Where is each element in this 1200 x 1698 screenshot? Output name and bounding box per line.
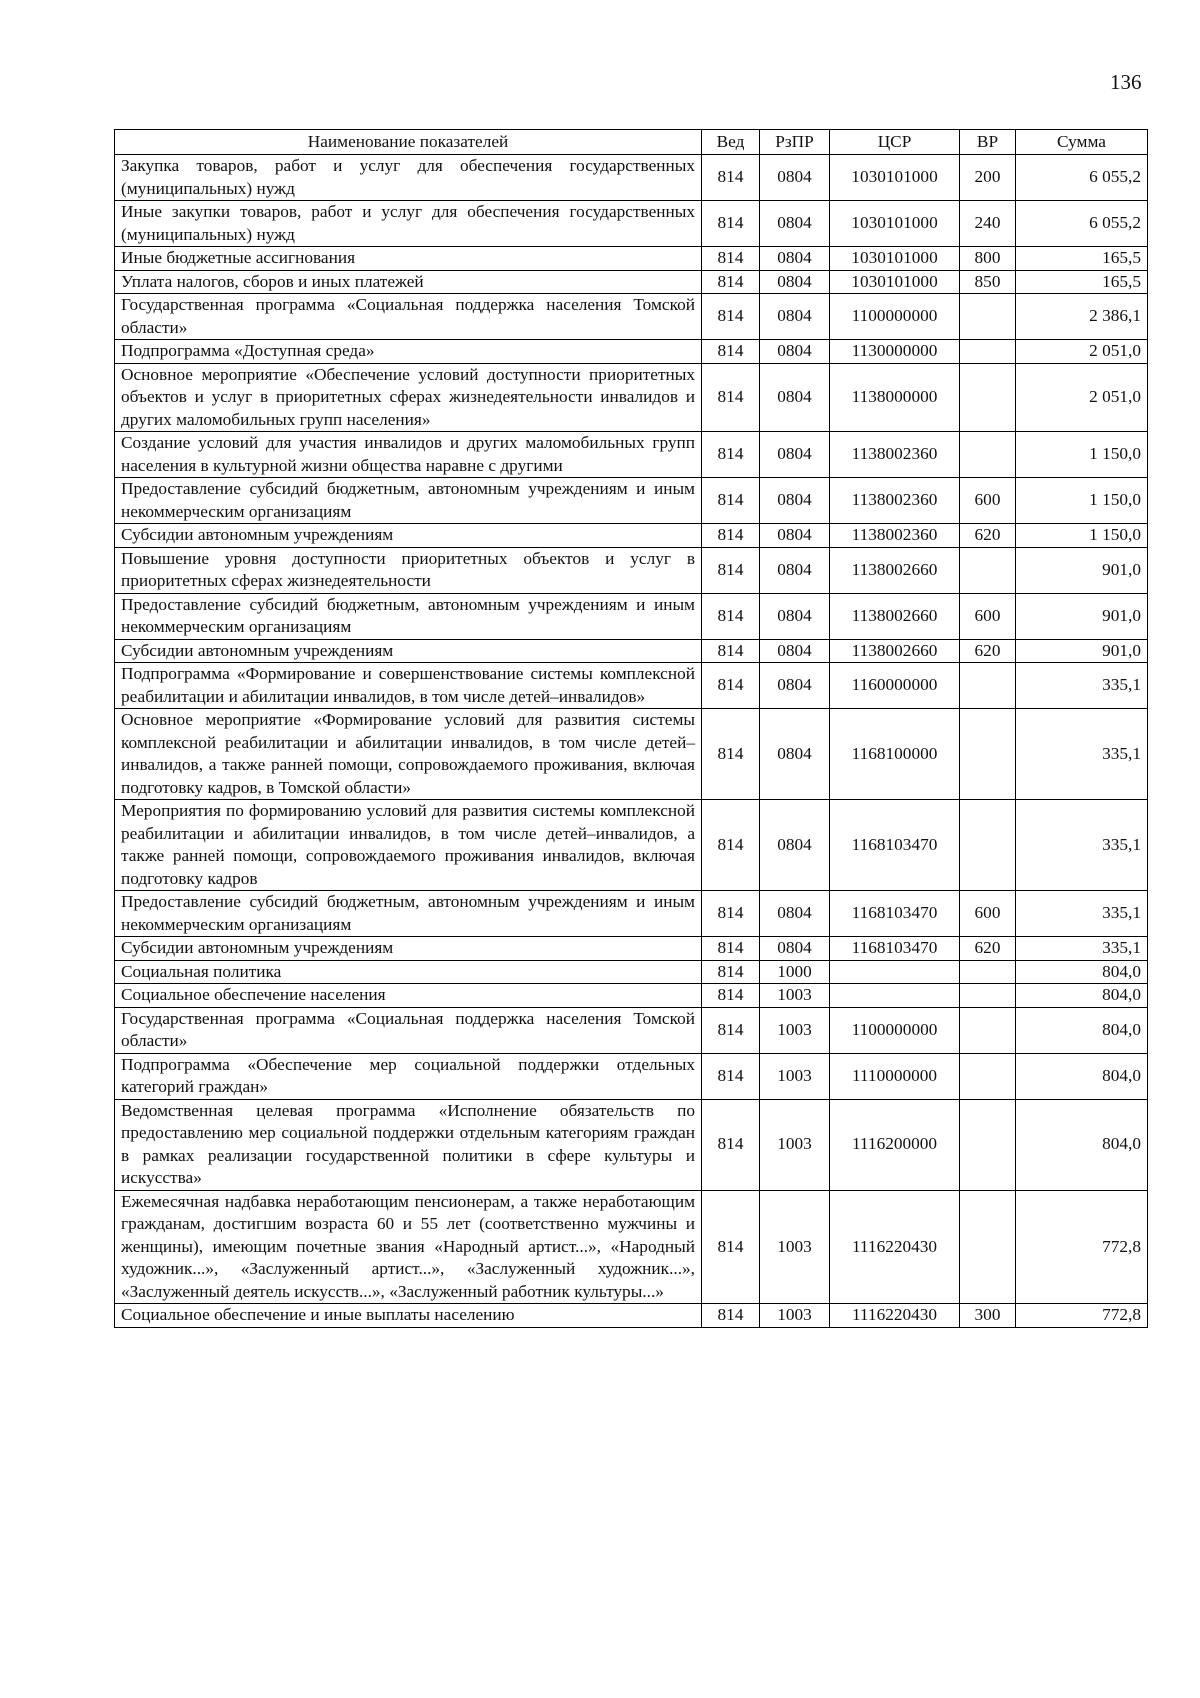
cell-ved: 814 bbox=[702, 478, 760, 524]
cell-csr: 1138002660 bbox=[830, 593, 960, 639]
cell-csr: 1138002360 bbox=[830, 478, 960, 524]
cell-vr bbox=[960, 663, 1016, 709]
cell-csr: 1130000000 bbox=[830, 340, 960, 364]
cell-sum: 335,1 bbox=[1016, 891, 1148, 937]
table-row bbox=[115, 201, 1148, 247]
header-csr: ЦСР bbox=[830, 130, 960, 155]
page-number: 136 bbox=[1110, 70, 1142, 94]
cell-vr: 600 bbox=[960, 891, 1016, 937]
cell-vr: 600 bbox=[960, 478, 1016, 524]
cell-name: Субсидии автономным учреждениям bbox=[115, 639, 702, 663]
table-row bbox=[115, 294, 1148, 340]
cell-name: Государственная программа «Социальная поддержка населения Томской области» bbox=[115, 1007, 702, 1053]
table-row bbox=[115, 960, 1148, 984]
cell-name: Социальное обеспечение населения bbox=[115, 984, 702, 1008]
table-row bbox=[115, 709, 1148, 800]
cell-ved: 814 bbox=[702, 639, 760, 663]
cell-sum: 1 150,0 bbox=[1016, 432, 1148, 478]
cell-vr bbox=[960, 1190, 1016, 1304]
cell-ved: 814 bbox=[702, 270, 760, 294]
cell-name: Субсидии автономным учреждениям bbox=[115, 937, 702, 961]
cell-name: Закупка товаров, работ и услуг для обеспечения государственных (муниципальных) нужд bbox=[115, 155, 702, 201]
cell-vr bbox=[960, 547, 1016, 593]
cell-csr: 1030101000 bbox=[830, 270, 960, 294]
cell-rzpr: 0804 bbox=[760, 294, 830, 340]
table-row bbox=[115, 800, 1148, 891]
cell-name: Подпрограмма «Доступная среда» bbox=[115, 340, 702, 364]
table-row bbox=[115, 432, 1148, 478]
table-row bbox=[115, 270, 1148, 294]
table-row bbox=[115, 663, 1148, 709]
table-row bbox=[115, 984, 1148, 1008]
cell-name: Уплата налогов, сборов и иных платежей bbox=[115, 270, 702, 294]
cell-sum: 804,0 bbox=[1016, 1053, 1148, 1099]
cell-name: Мероприятия по формированию условий для развития системы комплексной реабилитации и абилитации инвалидов, в том числе детей–инвалидов, а также ранней помощи, сопровождаемого проживания инвалидов, включая подготовку кадров bbox=[115, 800, 702, 891]
cell-ved: 814 bbox=[702, 1190, 760, 1304]
cell-name: Основное мероприятие «Обеспечение условий доступности приоритетных объектов и услуг в приоритетных сферах жизнедеятельности инвалидов и других маломобильных групп населения» bbox=[115, 363, 702, 432]
header-ved: Вед bbox=[702, 130, 760, 155]
cell-ved: 814 bbox=[702, 363, 760, 432]
cell-vr: 850 bbox=[960, 270, 1016, 294]
cell-ved: 814 bbox=[702, 891, 760, 937]
cell-sum: 335,1 bbox=[1016, 663, 1148, 709]
cell-ved: 814 bbox=[702, 984, 760, 1008]
header-rzpr: РзПР bbox=[760, 130, 830, 155]
cell-ved: 814 bbox=[702, 294, 760, 340]
cell-vr bbox=[960, 1099, 1016, 1190]
cell-sum: 1 150,0 bbox=[1016, 524, 1148, 548]
cell-rzpr: 0804 bbox=[760, 432, 830, 478]
cell-rzpr: 0804 bbox=[760, 155, 830, 201]
table-row bbox=[115, 1007, 1148, 1053]
cell-csr bbox=[830, 960, 960, 984]
cell-sum: 901,0 bbox=[1016, 639, 1148, 663]
header-name: Наименование показателей bbox=[115, 130, 702, 155]
table-row bbox=[115, 1304, 1148, 1328]
cell-name: Ведомственная целевая программа «Исполнение обязательств по предоставлению мер социальной поддержки отдельным категориям граждан в рамках реализации государственной политики в сфере культуры и искусства» bbox=[115, 1099, 702, 1190]
cell-name: Иные бюджетные ассигнования bbox=[115, 247, 702, 271]
header-sum: Сумма bbox=[1016, 130, 1148, 155]
cell-rzpr: 0804 bbox=[760, 247, 830, 271]
cell-ved: 814 bbox=[702, 1053, 760, 1099]
cell-csr: 1030101000 bbox=[830, 247, 960, 271]
cell-name: Подпрограмма «Обеспечение мер социальной поддержки отдельных категорий граждан» bbox=[115, 1053, 702, 1099]
cell-vr: 620 bbox=[960, 937, 1016, 961]
cell-csr: 1160000000 bbox=[830, 663, 960, 709]
cell-rzpr: 0804 bbox=[760, 593, 830, 639]
cell-csr: 1138000000 bbox=[830, 363, 960, 432]
cell-vr: 240 bbox=[960, 201, 1016, 247]
cell-rzpr: 1003 bbox=[760, 1190, 830, 1304]
table-row bbox=[115, 1099, 1148, 1190]
cell-rzpr: 0804 bbox=[760, 891, 830, 937]
cell-rzpr: 1003 bbox=[760, 1053, 830, 1099]
table-row bbox=[115, 593, 1148, 639]
cell-ved: 814 bbox=[702, 155, 760, 201]
cell-vr: 620 bbox=[960, 524, 1016, 548]
cell-name: Иные закупки товаров, работ и услуг для обеспечения государственных (муниципальных) нужд bbox=[115, 201, 702, 247]
cell-sum: 901,0 bbox=[1016, 547, 1148, 593]
cell-sum: 165,5 bbox=[1016, 270, 1148, 294]
cell-vr: 600 bbox=[960, 593, 1016, 639]
cell-sum: 6 055,2 bbox=[1016, 201, 1148, 247]
header-vr: ВР bbox=[960, 130, 1016, 155]
cell-rzpr: 1003 bbox=[760, 1304, 830, 1328]
cell-name: Субсидии автономным учреждениям bbox=[115, 524, 702, 548]
cell-ved: 814 bbox=[702, 593, 760, 639]
cell-ved: 814 bbox=[702, 937, 760, 961]
cell-sum: 335,1 bbox=[1016, 800, 1148, 891]
cell-csr: 1030101000 bbox=[830, 201, 960, 247]
cell-vr bbox=[960, 1053, 1016, 1099]
table-row bbox=[115, 1053, 1148, 1099]
cell-sum: 335,1 bbox=[1016, 709, 1148, 800]
cell-vr bbox=[960, 960, 1016, 984]
cell-ved: 814 bbox=[702, 247, 760, 271]
cell-vr: 300 bbox=[960, 1304, 1016, 1328]
cell-sum: 165,5 bbox=[1016, 247, 1148, 271]
cell-sum: 335,1 bbox=[1016, 937, 1148, 961]
table-row bbox=[115, 547, 1148, 593]
cell-sum: 804,0 bbox=[1016, 1007, 1148, 1053]
cell-sum: 2 386,1 bbox=[1016, 294, 1148, 340]
cell-ved: 814 bbox=[702, 524, 760, 548]
cell-vr bbox=[960, 294, 1016, 340]
cell-sum: 772,8 bbox=[1016, 1190, 1148, 1304]
cell-rzpr: 0804 bbox=[760, 663, 830, 709]
cell-vr bbox=[960, 432, 1016, 478]
cell-rzpr: 0804 bbox=[760, 363, 830, 432]
table-row bbox=[115, 1190, 1148, 1304]
cell-name: Предоставление субсидий бюджетным, автономным учреждениям и иным некоммерческим организациям bbox=[115, 891, 702, 937]
cell-csr: 1100000000 bbox=[830, 1007, 960, 1053]
cell-ved: 814 bbox=[702, 800, 760, 891]
cell-vr bbox=[960, 363, 1016, 432]
cell-csr: 1138002660 bbox=[830, 547, 960, 593]
cell-ved: 814 bbox=[702, 547, 760, 593]
cell-rzpr: 0804 bbox=[760, 800, 830, 891]
cell-csr: 1138002360 bbox=[830, 432, 960, 478]
cell-name: Ежемесячная надбавка неработающим пенсионерам, а также неработающим гражданам, достигшим возраста 60 и 55 лет (соответственно мужчины и женщины), имеющим почетные звания «Народный артист...», «Народный художник...», «Заслуженный артист...», «Заслуженный художник...», «Заслуженный деятель искусств...», «Заслуженный работник культуры...» bbox=[115, 1190, 702, 1304]
cell-rzpr: 0804 bbox=[760, 937, 830, 961]
cell-ved: 814 bbox=[702, 709, 760, 800]
cell-ved: 814 bbox=[702, 1099, 760, 1190]
table-body bbox=[115, 155, 1148, 1328]
cell-ved: 814 bbox=[702, 432, 760, 478]
cell-vr: 800 bbox=[960, 247, 1016, 271]
cell-csr: 1116220430 bbox=[830, 1190, 960, 1304]
cell-vr bbox=[960, 984, 1016, 1008]
cell-sum: 2 051,0 bbox=[1016, 340, 1148, 364]
cell-rzpr: 0804 bbox=[760, 547, 830, 593]
cell-name: Предоставление субсидий бюджетным, автономным учреждениям и иным некоммерческим организациям bbox=[115, 478, 702, 524]
cell-name: Государственная программа «Социальная поддержка населения Томской области» bbox=[115, 294, 702, 340]
cell-name: Социальное обеспечение и иные выплаты населению bbox=[115, 1304, 702, 1328]
cell-sum: 772,8 bbox=[1016, 1304, 1148, 1328]
table-row bbox=[115, 155, 1148, 201]
cell-rzpr: 0804 bbox=[760, 340, 830, 364]
cell-csr: 1168100000 bbox=[830, 709, 960, 800]
cell-rzpr: 1003 bbox=[760, 1099, 830, 1190]
cell-name: Повышение уровня доступности приоритетных объектов и услуг в приоритетных сферах жизнедеятельности bbox=[115, 547, 702, 593]
cell-csr: 1168103470 bbox=[830, 800, 960, 891]
cell-rzpr: 0804 bbox=[760, 478, 830, 524]
cell-rzpr: 1003 bbox=[760, 984, 830, 1008]
table-header-row bbox=[115, 130, 1148, 155]
cell-sum: 804,0 bbox=[1016, 1099, 1148, 1190]
table-row bbox=[115, 891, 1148, 937]
cell-csr: 1110000000 bbox=[830, 1053, 960, 1099]
cell-vr bbox=[960, 340, 1016, 364]
cell-name: Предоставление субсидий бюджетным, автономным учреждениям и иным некоммерческим организациям bbox=[115, 593, 702, 639]
cell-csr: 1116220430 bbox=[830, 1304, 960, 1328]
cell-sum: 6 055,2 bbox=[1016, 155, 1148, 201]
cell-ved: 814 bbox=[702, 1304, 760, 1328]
cell-vr bbox=[960, 1007, 1016, 1053]
cell-sum: 804,0 bbox=[1016, 960, 1148, 984]
cell-csr: 1116200000 bbox=[830, 1099, 960, 1190]
cell-rzpr: 0804 bbox=[760, 524, 830, 548]
table-row bbox=[115, 340, 1148, 364]
cell-csr: 1168103470 bbox=[830, 937, 960, 961]
cell-csr: 1168103470 bbox=[830, 891, 960, 937]
cell-rzpr: 0804 bbox=[760, 201, 830, 247]
cell-rzpr: 0804 bbox=[760, 639, 830, 663]
cell-ved: 814 bbox=[702, 340, 760, 364]
cell-rzpr: 0804 bbox=[760, 270, 830, 294]
table-row bbox=[115, 524, 1148, 548]
table-row bbox=[115, 639, 1148, 663]
cell-ved: 814 bbox=[702, 1007, 760, 1053]
cell-vr: 620 bbox=[960, 639, 1016, 663]
cell-csr: 1030101000 bbox=[830, 155, 960, 201]
cell-name: Социальная политика bbox=[115, 960, 702, 984]
cell-ved: 814 bbox=[702, 201, 760, 247]
cell-ved: 814 bbox=[702, 960, 760, 984]
cell-vr bbox=[960, 800, 1016, 891]
table-row bbox=[115, 937, 1148, 961]
cell-rzpr: 1000 bbox=[760, 960, 830, 984]
cell-sum: 1 150,0 bbox=[1016, 478, 1148, 524]
budget-table bbox=[114, 129, 1148, 1328]
table-row bbox=[115, 363, 1148, 432]
table-row bbox=[115, 247, 1148, 271]
cell-csr: 1100000000 bbox=[830, 294, 960, 340]
cell-name: Создание условий для участия инвалидов и других маломобильных групп населения в культурной жизни общества наравне с другими bbox=[115, 432, 702, 478]
cell-vr: 200 bbox=[960, 155, 1016, 201]
cell-name: Основное мероприятие «Формирование условий для развития системы комплексной реабилитации и абилитации инвалидов, в том числе детей–инвалидов, а также ранней помощи, сопровождаемого проживания, включая подготовку кадров, в Томской области» bbox=[115, 709, 702, 800]
cell-rzpr: 0804 bbox=[760, 709, 830, 800]
cell-name: Подпрограмма «Формирование и совершенствование системы комплексной реабилитации и абилитации инвалидов, в том числе детей–инвалидов» bbox=[115, 663, 702, 709]
cell-sum: 901,0 bbox=[1016, 593, 1148, 639]
cell-csr: 1138002660 bbox=[830, 639, 960, 663]
cell-vr bbox=[960, 709, 1016, 800]
table-row bbox=[115, 478, 1148, 524]
cell-csr bbox=[830, 984, 960, 1008]
cell-csr: 1138002360 bbox=[830, 524, 960, 548]
cell-ved: 814 bbox=[702, 663, 760, 709]
cell-sum: 804,0 bbox=[1016, 984, 1148, 1008]
cell-sum: 2 051,0 bbox=[1016, 363, 1148, 432]
cell-rzpr: 1003 bbox=[760, 1007, 830, 1053]
